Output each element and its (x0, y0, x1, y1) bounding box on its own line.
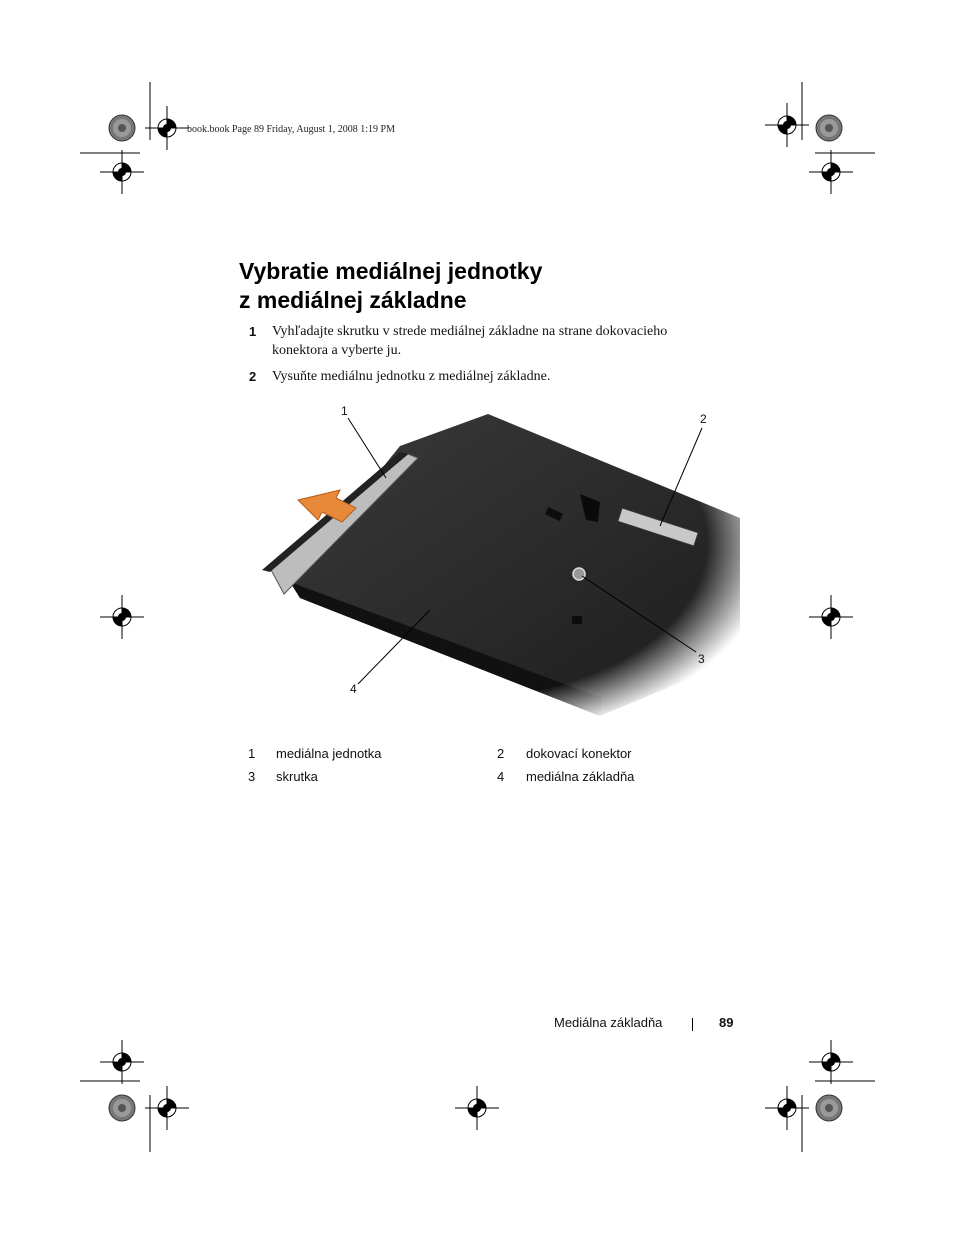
section-title (239, 257, 759, 315)
legend-number: 1 (248, 746, 256, 761)
section-title-line2: z mediálnej základne (239, 287, 467, 313)
callout-4: 4 (350, 682, 357, 696)
step-2 (249, 367, 729, 387)
page-number: 89 (719, 1015, 734, 1030)
media-base-figure (240, 398, 740, 718)
step-1 (249, 322, 729, 362)
step-text: Vysuňte mediálnu jednotku z mediálnej základne. (272, 369, 551, 384)
legend-label: skrutka (276, 769, 318, 784)
callout-1: 1 (341, 404, 348, 418)
legend-label: dokovací konektor (526, 746, 632, 761)
legend-label: mediálna jednotka (276, 746, 382, 761)
callout-3: 3 (698, 652, 705, 666)
legend-label: mediálna základňa (526, 769, 635, 784)
step-text: Vyhľadajte skrutku v strede mediálnej základne na strane dokovacieho konektora a vyberte ju. (272, 324, 668, 358)
footer-separator (692, 1018, 693, 1031)
callout-2: 2 (700, 412, 707, 426)
step-number: 1 (249, 324, 257, 339)
footer-section-name: Mediálna základňa (554, 1015, 663, 1030)
step-number: 2 (249, 369, 257, 384)
legend-number: 2 (497, 746, 505, 761)
legend-number: 3 (248, 769, 256, 784)
legend-number: 4 (497, 769, 505, 784)
crop-header-text: book.book Page 89 Friday, August 1, 2008 1:19 PM (187, 124, 395, 135)
section-title-line1: Vybratie mediálnej jednotky (239, 258, 543, 284)
